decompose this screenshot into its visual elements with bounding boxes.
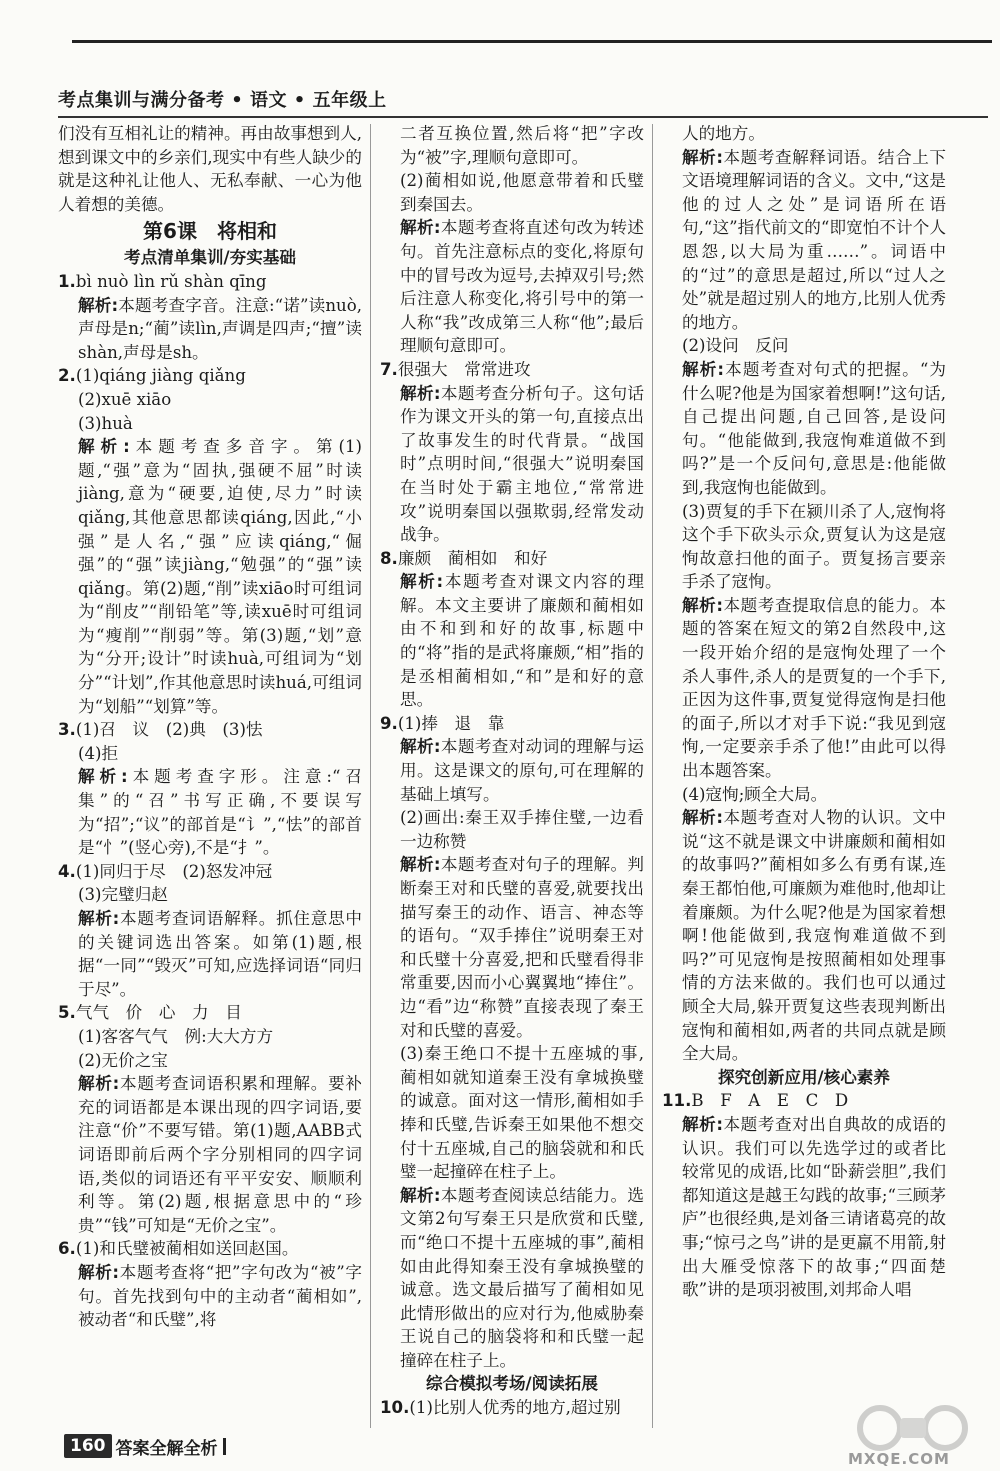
section-heading: 综合模拟考场/阅读拓展 xyxy=(426,1374,598,1394)
analysis-paragraph xyxy=(58,1072,362,1237)
paragraph-text: (2)画出:秦王双手捧住璧,一边看一边称赞 xyxy=(400,808,644,851)
paragraph-text: 本题考查字形。注意:“召集”的“召”书写正确,不要误写为“招”;“议”的部首是“讠”,“怯”的部首是“忄”(竖心旁),不是“扌”。 xyxy=(78,767,362,858)
paragraph-text: 本题考查对句子的理解。判断秦王对和氏璧的喜爱,就要找出描写秦王的动作、语言、神态等的语句。“双手捧住”说明秦王对和氏璧十分喜爱,把和氏璧看得非常重要,因而小心翼翼地“捧住”。边“看”边“称赞”直接表现了秦王对和氏璧的喜爱。 xyxy=(400,855,644,1040)
text-paragraph xyxy=(380,169,644,216)
analysis-label: 解析: xyxy=(682,595,723,615)
paragraph-text: (1)同归于尽 (2)怒发冲冠 xyxy=(75,861,273,881)
analysis-paragraph xyxy=(380,735,644,806)
analysis-label: 解析: xyxy=(400,855,441,875)
analysis-label: 解析: xyxy=(400,1185,441,1205)
analysis-label: 解析: xyxy=(400,572,444,592)
analysis-paragraph xyxy=(662,358,946,500)
analysis-paragraph xyxy=(380,1184,644,1373)
item-number: 4. xyxy=(58,861,76,881)
answer-item xyxy=(662,1089,946,1113)
item-number: 5. xyxy=(58,1003,76,1023)
paragraph-text: B F A E C D xyxy=(691,1091,849,1111)
paragraph-text: (3)贾复的手下在颍川杀了人,寇恂将这个手下砍头示众,贾复认为这是寇恂故意扫他的面子。贾复扬言要亲手杀了寇恂。 xyxy=(682,501,946,592)
analysis-label: 解析: xyxy=(682,359,725,379)
paragraph-text: (3)完璧归赵 xyxy=(78,885,168,905)
text-paragraph xyxy=(380,122,644,169)
header-rule xyxy=(58,116,988,118)
paragraph-text: (4)寇恂;顾全大局。 xyxy=(682,784,828,804)
analysis-paragraph xyxy=(380,382,644,547)
column-right xyxy=(662,122,946,1302)
analysis-label: 解析: xyxy=(78,437,130,457)
text-paragraph xyxy=(662,122,946,146)
paragraph-text: 人的地方。 xyxy=(682,124,765,143)
column-divider xyxy=(652,124,653,1428)
text-paragraph xyxy=(58,388,362,412)
text-paragraph xyxy=(58,883,362,907)
answer-item xyxy=(58,718,362,742)
paragraph-text: (1)比别人优秀的地方,超过别 xyxy=(409,1398,621,1418)
paragraph-text: 们没有互相礼让的精神。再由故事想到人,想到课文中的乡亲们,现实中有些人缺少的就是这种礼让他人、无私奉献、一心为他人着想的美德。 xyxy=(58,124,362,214)
lesson-title: 第6课 将相和 xyxy=(143,219,277,244)
analysis-label: 解析: xyxy=(682,147,723,167)
top-rule xyxy=(72,40,992,43)
answer-item xyxy=(380,547,644,571)
paragraph-text: (1)召 议 (2)典 (3)怯 xyxy=(75,720,263,740)
analysis-label: 解析: xyxy=(400,218,441,238)
footer-bar xyxy=(223,1438,226,1455)
column-left xyxy=(58,122,362,1332)
paragraph-text: bì nuò lìn rǔ shàn qīng xyxy=(75,271,267,291)
text-paragraph xyxy=(58,412,362,436)
column-divider xyxy=(370,124,371,1428)
analysis-paragraph xyxy=(662,1113,946,1302)
analysis-paragraph xyxy=(662,146,946,335)
paragraph-text: 本题考查对句式的把握。“为什么呢?他是为国家着想啊!”这句话,自己提出问题,自己回答,是设问句。“他能做到,我寇恂难道做不到吗?”是一个反问句,意思是:他能做到,我寇恂也能做到。 xyxy=(682,359,947,497)
paragraph-text: (2)蔺相如说,他愿意带着和氏璧到秦国去。 xyxy=(400,171,644,214)
text-paragraph xyxy=(662,783,946,807)
section-heading: 探究创新应用/核心素养 xyxy=(718,1067,890,1087)
text-paragraph xyxy=(662,500,946,594)
paragraph-text: 本题考查词语积累和理解。要补充的词语都是本课出现的四字词语,要注意“价”不要写错。第(1)题,AABB式词语即前后两个字分别相同的四字词语,类似的词语还有平平安安、顺顺利利等。第(2)题,根据意思中的“珍贵”“钱”可知是“无价之宝”。 xyxy=(78,1074,363,1235)
analysis-label: 解析: xyxy=(78,1074,120,1094)
analysis-paragraph xyxy=(58,765,362,859)
analysis-paragraph xyxy=(380,216,644,358)
analysis-label: 解析: xyxy=(400,737,441,757)
analysis-paragraph xyxy=(380,853,644,1042)
analysis-paragraph xyxy=(58,435,362,718)
paragraph-text: (2)无价之宝 xyxy=(78,1050,168,1070)
paragraph-text: (3)秦王绝口不提十五座城的事,蔺相如就知道秦王没有拿城换璧的诚意。面对这一情形,蔺相如手捧和氏璧,告诉秦王如果他不想交付十五座城,自己的脑袋就和和氏璧一起撞碎在柱子上。 xyxy=(400,1044,644,1182)
item-number: 7. xyxy=(380,359,398,379)
paragraph-text: 本题考查词语解释。抓住意思中的关键词选出答案。如第(1)题,根据“一同”“毁灭”可知,应选择词语“同归于尽”。 xyxy=(78,909,363,999)
paragraph-text: 本题考查提取信息的能力。本题的答案在短文的第2自然段中,这一段开始介绍的是寇恂处理了一个杀人事件,杀人的是贾复的一个手下,正因为这件事,贾复觉得寇恂是扫他的面子,所以才对手下说:“我见到寇恂,一定要亲手杀了他!”由此可以得出本题答案。 xyxy=(682,595,946,781)
item-number: 11. xyxy=(662,1091,692,1111)
answer-item xyxy=(58,860,362,884)
item-number: 1. xyxy=(58,271,76,291)
analysis-label: 解析: xyxy=(78,767,128,787)
analysis-paragraph xyxy=(380,570,644,712)
item-number: 2. xyxy=(58,366,76,386)
text-paragraph xyxy=(58,122,362,216)
item-number: 3. xyxy=(58,720,76,740)
paragraph-text: 本题考查将“把”字句改为“被”字句。首先找到句中的主动者“蔺相如”,被动者“和氏璧”,将 xyxy=(78,1262,362,1330)
paragraph-text: (1)客客气气 例:大大方方 xyxy=(78,1026,274,1046)
paragraph-text: 本题考查分析句子。这句话作为课文开头的第一句,直接点出了故事发生的时代背景。“战国时”点明时间,“很强大”说明秦国在当时处于霸主地位,“常常进攻”说明秦国以强欺弱,经常发动战争。 xyxy=(400,383,644,545)
paragraph-text: (1)捧 退 靠 xyxy=(397,713,505,733)
answer-item xyxy=(58,270,362,294)
paragraph-text: (3)huà xyxy=(78,413,133,433)
paragraph-text: 本题考查阅读总结能力。选文第2句写秦王只是欣赏和氏璧,而“绝口不提十五座城的事”,蔺相如由此得知秦王没有拿城换璧的诚意。选文最后描写了蔺相如见此情形做出的应对行为,他威胁秦王说自己的脑袋将和和氏璧一起撞碎在柱子上。 xyxy=(400,1185,644,1370)
text-paragraph xyxy=(380,806,644,853)
answer-item xyxy=(380,1396,644,1420)
text-paragraph xyxy=(662,334,946,358)
paragraph-text: 二者互换位置,然后将“把”字改为“被”字,理顺句意即可。 xyxy=(400,124,644,167)
text-paragraph xyxy=(380,1042,644,1184)
analysis-label: 解析: xyxy=(78,295,119,315)
analysis-paragraph xyxy=(662,806,946,1066)
paragraph-text: 本题考查对课文内容的理解。本文主要讲了廉颇和蔺相如由不和到和好的故事,标题中的“将”指的是武将廉颇,“相”指的是丞相蔺相如,“和”是和好的意思。 xyxy=(400,572,644,710)
analysis-paragraph xyxy=(58,1261,362,1332)
analysis-label: 解析: xyxy=(682,808,723,828)
paragraph-text: 气气 价 心 力 目 xyxy=(75,1003,242,1023)
item-number: 6. xyxy=(58,1239,76,1259)
analysis-paragraph xyxy=(58,294,362,365)
paragraph-text: (1)和氏璧被蔺相如送回赵国。 xyxy=(75,1239,299,1259)
item-number: 8. xyxy=(380,548,398,568)
paragraph-text: 本题考查对人物的认识。文中说“这不就是课文中讲廉颇和蔺相如的故事吗?”蔺相如多么有勇有谋,连秦王都怕他,可廉颇为难他时,他却让着廉颇。为什么呢?他是为国家着想啊!他能做到,我寇恂难道做不到吗?”可见寇恂是按照蔺相如处理事情的方法来做的。我们也可以通过顾全大局,躲开贾复这些表现判断出寇恂和蔺相如,两者的共同点就是顾全大局。 xyxy=(682,808,946,1064)
answer-item xyxy=(380,712,644,736)
text-paragraph xyxy=(58,742,362,766)
analysis-label: 解析: xyxy=(78,1262,120,1282)
item-number: 10. xyxy=(380,1398,410,1418)
analysis-label: 解析: xyxy=(400,383,441,403)
paragraph-text: 本题考查字音。注意:“诺”读nuò,声母是n;“蔺”读lìn,声调是四声;“擅”读shàn,声母是sh。 xyxy=(78,295,363,362)
paragraph-text: 本题考查多音字。第(1)题,“强”意为“固执,强硬不屈”时读jiàng,意为“硬要,迫使,尽力”时读qiǎng,其他意思都读qiáng,因此,“小强”是人名,“强”应读qiáng,“倔强”的“强”读jiàng,“勉强”的“强”读qiǎng。第(2)题,“削”读xiāo时可组词为“削皮”“削铅笔”等,读xuē时可组词为“瘦削”“削弱”等。第(3)题,“划”意为“分开;设计”时读huà,可组词为“划分”“计划”,作其他意思时读huá,可组词为“划船”“划算”等。 xyxy=(78,437,362,716)
page-footer xyxy=(64,1432,226,1460)
footer-label: 答案全解全析 xyxy=(115,1438,218,1459)
paragraph-text: (2)设问 反问 xyxy=(682,336,789,356)
paragraph-text: 很强大 常常进攻 xyxy=(397,359,531,379)
page-number: 160 xyxy=(64,1434,112,1458)
paragraph-text: 本题考查将直述句改为转述句。首先注意标点的变化,将原句中的冒号改为逗号,去掉双引号;然后注意人称变化,将引号中的第一人称“我”改成第三人称“他”;最后理顺句意即可。 xyxy=(400,218,644,356)
section-heading: 考点清单集训/夯实基础 xyxy=(124,248,296,268)
paragraph-text: 本题考查对出自典故的成语的认识。我们可以先选学过的或者比较常见的成语,比如“卧薪尝胆”,我们都知道这是越王勾践的故事;“三顾茅庐”也很经典,是刘备三请诸葛亮的故事;“惊弓之鸟”讲的是更羸不用箭,射出大雁受惊落下的故事;“四面楚歌”讲的是项羽被围,刘邦命人唱 xyxy=(682,1114,946,1300)
analysis-paragraph xyxy=(58,907,362,1001)
paragraph-text: 廉颇 蔺相如 和好 xyxy=(397,548,548,568)
paragraph-text: (2)xuē xiāo xyxy=(78,389,172,409)
analysis-label: 解析: xyxy=(682,1114,723,1134)
column-middle xyxy=(380,122,644,1420)
text-paragraph xyxy=(58,1025,362,1049)
running-header: 考点集训与满分备考 • 语文 • 五年级上 xyxy=(58,90,387,111)
answer-item xyxy=(58,1001,362,1025)
item-number: 9. xyxy=(380,713,398,733)
paragraph-text: 本题考查解释词语。结合上下文语境理解词语的含义。文中,“这是他的过人之处”是词语所在语句,“这”指代前文的“即宽怕不计个人恩怨,以大局为重……”。词语中的“过”的意思是超过,所以“过人之处”就是超过别人的地方,比别人优秀的地方。 xyxy=(682,147,946,332)
answer-item xyxy=(58,364,362,388)
watermark-text: MXQE.COM xyxy=(848,1450,950,1468)
paragraph-text: 本题考查对动词的理解与运用。这是课文的原句,可在理解的基础上填写。 xyxy=(400,737,644,804)
paragraph-text: (1)qiáng jiàng qiǎng xyxy=(75,366,246,386)
paragraph-text: (4)拒 xyxy=(78,743,119,763)
answer-item xyxy=(58,1237,362,1261)
analysis-paragraph xyxy=(662,594,946,783)
answer-item xyxy=(380,358,644,382)
analysis-label: 解析: xyxy=(78,909,120,928)
text-paragraph xyxy=(58,1049,362,1073)
